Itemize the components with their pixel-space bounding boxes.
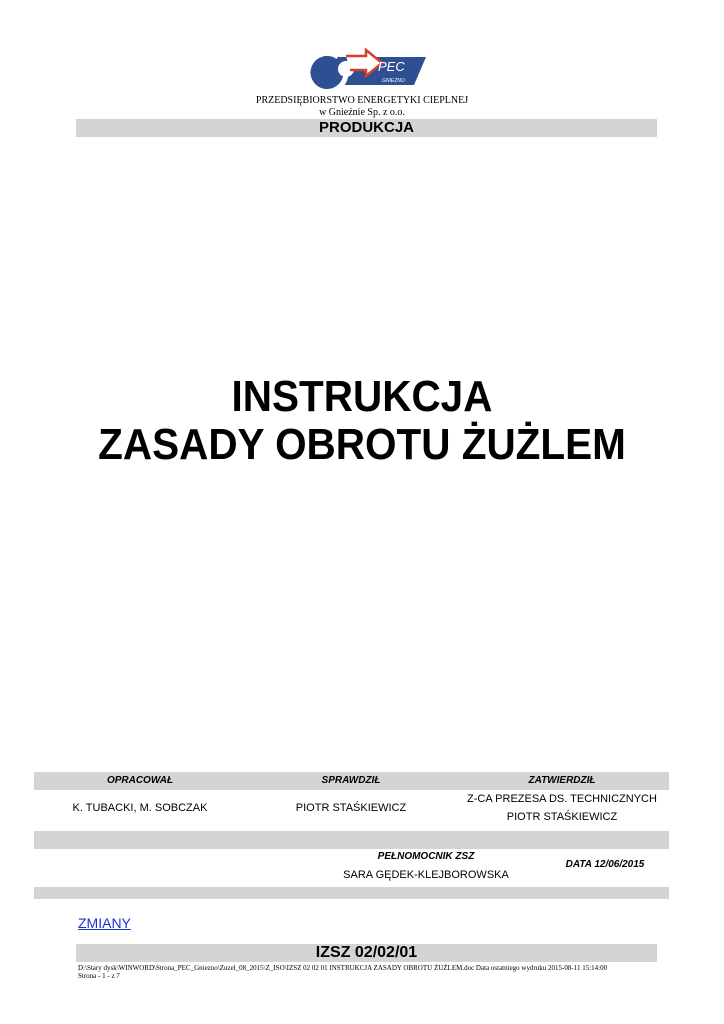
approval-bottom-bar [34,887,669,899]
date-field: DATA 12/06/2015 [565,859,645,870]
proxy-value: SARA GĘDEK-KLEJBOROWSKA [343,869,509,881]
footer-page-number: Strona - 1 - z 7 [78,972,120,980]
svg-text:PEC: PEC [378,59,405,74]
svg-text:GNIEZNO: GNIEZNO [382,78,405,84]
document-title-line1: INSTRUKCJA [231,372,493,421]
company-location: w Gnieźnie Sp. z o.o. [319,107,405,118]
company-name: PRZEDSIĘBIORSTWO ENERGETYKI CIEPLNEJ [255,95,469,106]
prepared-by-label: OPRACOWAŁ [106,775,174,786]
approval-separator-bar [34,831,669,849]
checked-by-value: PIOTR STAŚKIEWICZ [295,802,407,814]
approved-by-role: Z-CA PREZESA DS. TECHNICZNYCH [467,793,657,805]
approved-by-value: PIOTR STAŚKIEWICZ [506,811,618,823]
department-heading: PRODUKCJA [76,119,657,137]
prepared-by-value: K. TUBACKI, M. SOBCZAK [72,802,208,814]
document-code: IZSZ 02/02/01 [76,944,657,962]
checked-by-label: SPRAWDZIŁ [321,775,381,786]
document-title-line2: ZASADY OBROTU ŻUŻLEM [98,420,626,469]
pec-logo [300,42,430,98]
changes-link[interactable]: ZMIANY [78,915,131,931]
approved-by-label: ZATWIERDZIŁ [528,775,596,786]
proxy-label: PEŁNOMOCNIK ZSZ [377,851,475,862]
footer-file-path: D:\Stary dysk\WINWORD\Strona_PEC_Gniezno\Zuzel_08_2015\Z_ISO\IZSZ 02 02 01 INSTRUKCJA ZASADY OBROTU ŻUŻLEM.doc Data ostatniego wydruku 2015-08-11 15:14:00 [78,964,608,972]
